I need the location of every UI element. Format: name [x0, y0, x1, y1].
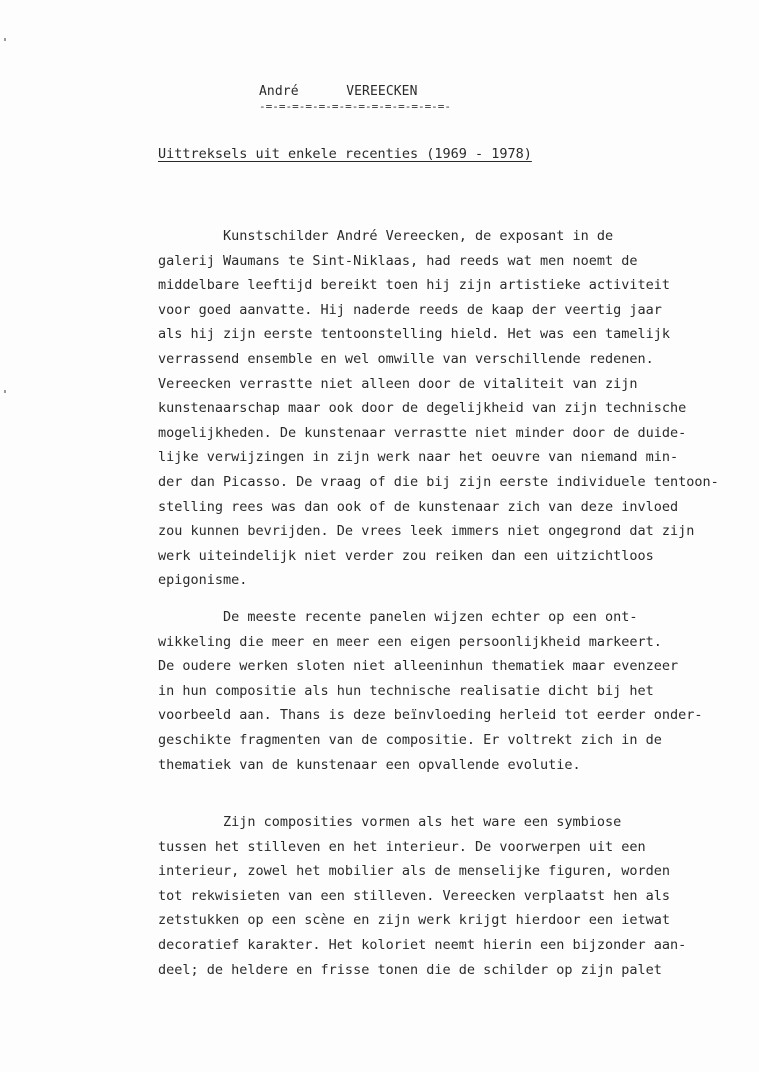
scan-mark [4, 390, 6, 393]
paragraph [158, 605, 738, 777]
scan-mark [4, 38, 6, 41]
text-line: werk uiteindelijk niet verder zou reiken dan een uitzichtloos [158, 547, 654, 564]
text-line: tot rekwisieten van een stilleven. Vereecken verplaatst hen als [158, 887, 671, 904]
text-line: epigonisme. [158, 572, 248, 589]
text-line: geschikte fragmenten van de compositie. Er voltrekt zich in de [158, 731, 662, 748]
text-line: voor goed aanvatte. Hij naderde reeds de kaap der veertig jaar [158, 301, 662, 318]
text-line: wikkeling die meer en meer een eigen persoonlijkheid markeert. [158, 633, 662, 650]
document-title: André VEREECKEN [259, 84, 418, 99]
text-line: thematiek van de kunstenaar een opvallende evolutie. [158, 756, 581, 773]
text-line: De meeste recente panelen wijzen echter op een ont- [158, 609, 638, 625]
text-line: kunstenaarschap maar ook door de degelijkheid van zijn technische [158, 400, 687, 417]
text-line: middelbare leeftijd bereikt toen hij zijn artistieke activiteit [158, 277, 671, 294]
text-line: voorbeeld aan. Thans is deze beïnvloeding herleid tot eerder onder- [158, 707, 703, 724]
document-subtitle: Uittreksels uit enkele recenties (1969 - 1978) [158, 146, 532, 162]
text-line: Zijn composities vormen als het ware een symbiose [158, 814, 622, 830]
text-line: zou kunnen bevrijden. De vrees leek immers niet ongegrond dat zijn [158, 523, 695, 540]
text-line: in hun compositie als hun technische realisatie dicht bij het [158, 682, 654, 699]
text-line: deel; de heldere en frisse tonen die de schilder op zijn palet [158, 961, 662, 978]
text-line: Vereecken verrastte niet alleen door de vitaliteit van zijn [158, 375, 638, 392]
text-line: stelling rees was dan ook of de kunstenaar zich van deze invloed [158, 498, 679, 515]
text-line: De oudere werken sloten niet alleeninhun thematiek maar evenzeer [158, 658, 679, 675]
text-line: mogelijkheden. De kunstenaar verrastte niet minder door de duide- [158, 424, 687, 441]
text-line: als hij zijn eerste tentoonstelling hield. Het was een tamelijk [158, 326, 671, 343]
text-line: decoratief karakter. Het koloriet neemt hierin een bijzonder aan- [158, 936, 687, 953]
text-line: Kunstschilder André Vereecken, de exposant in de [158, 228, 614, 244]
text-line: galerij Waumans te Sint-Niklaas, had reeds wat men noemt de [158, 252, 638, 269]
text-line: verrassend ensemble en wel omwille van verschillende redenen. [158, 350, 654, 367]
text-line: tussen het stilleven en het interieur. De voorwerpen uit een [158, 838, 646, 855]
title-underline-rule: -=-=-=-=-=-=-=-=-=-=-=-=-=-=- [259, 100, 452, 113]
text-line: lijke verwijzingen in zijn werk naar het oeuvre van niemand min- [158, 449, 679, 466]
text-line: zetstukken op een scène en zijn werk krijgt hierdoor een ietwat [158, 912, 671, 929]
text-line: interieur, zowel het mobilier als de menselijke figuren, worden [158, 863, 671, 880]
text-line: der dan Picasso. De vraag of die bij zijn eerste individuele tentoon- [158, 473, 719, 490]
paragraph [158, 224, 738, 593]
paragraph [158, 810, 738, 982]
